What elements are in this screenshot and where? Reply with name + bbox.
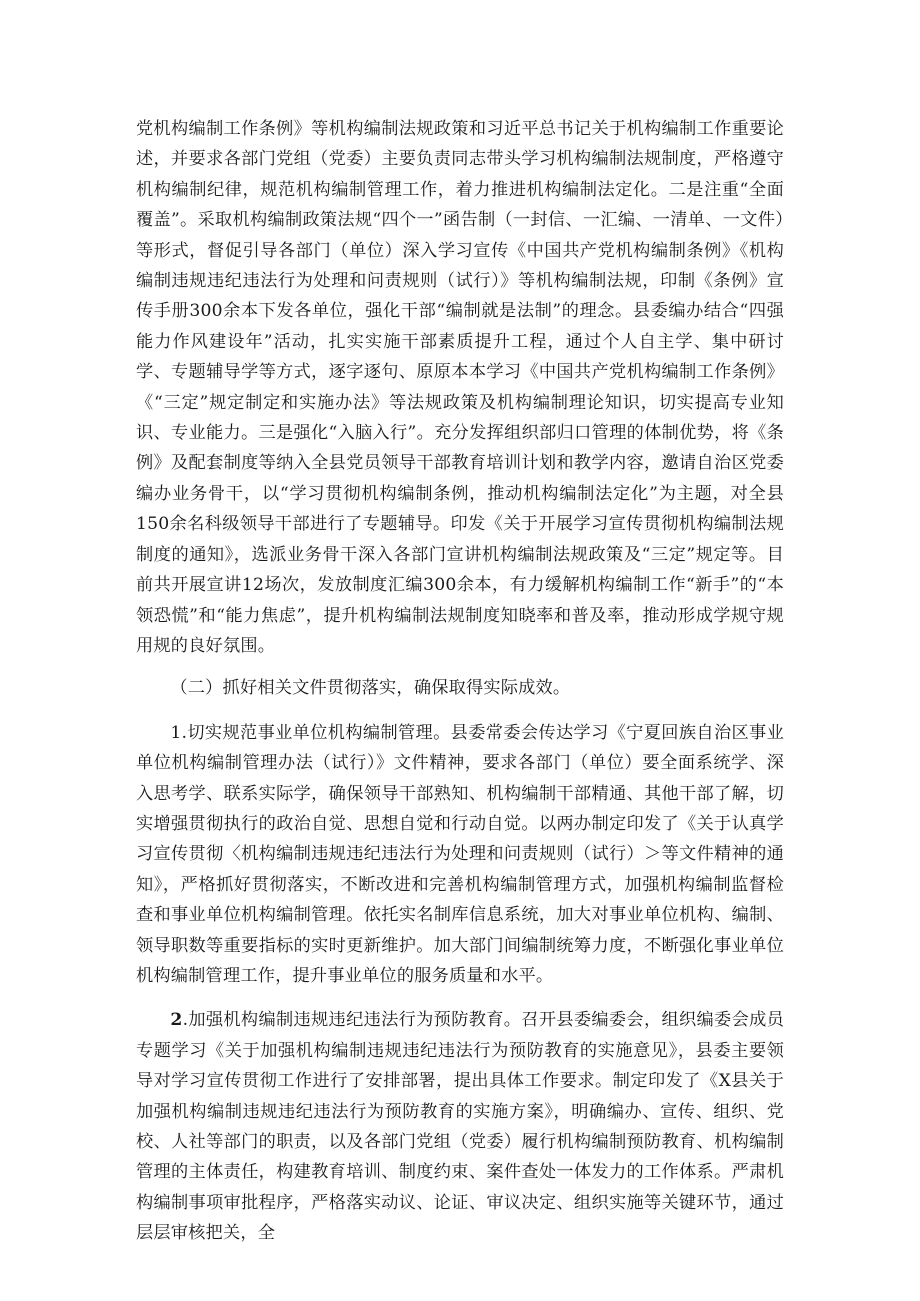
section-heading-2: （二）抓好相关文件贯彻落实，确保取得实际成效。 (170, 678, 571, 699)
paragraph-item-1: 1.切实规范事业单位机构编制管理。县委常委会传达学习《宁夏回族自治区事业单位机构编制管理办法（试行）》文件精神，要求各部门（单位）要全面系统学、深入思考学、联系实际学，确保领导干部熟知、机构编制干部精通、其他干部了解，切实增强贯彻执行的政治自觉、思想自觉和行动自觉。以两办制定印发了《关于认真学习宣传贯彻〈机构编制违规违纪违法行为处理和问责规则（试行）＞等文件精神的通知》，严格抓好贯彻落实，不断改进和完善机构编制管理方式，加强机构编制监督检查和事业单位机构编制管理。依托实名制库信息系统，加大对事业单位机构、编制、领导职数等重要指标的实时更新维护。加大部门间编制统筹力度，不断强化事业单位机构编制管理工作，提升事业单位的服务质量和水平。 (136, 722, 784, 986)
item-number: 2 (170, 1010, 183, 1031)
paragraph-1: 党机构编制工作条例》等机构编制法规政策和习近平总书记关于机构编制工作重要论述，并要求各部门党组（党委）主要负责同志带头学习机构编制法规制度，严格遵守机构编制纪律，规范机构编制管理工作，着力推进机构编制法定化。二是注重“全面覆盖”。采取机构编制政策法规“四个一”函告制（一封信、一汇编、一清单、一文件）等形式，督促引导各部门（单位）深入学习宣传《中国共产党机构编制条例》《机构编制违规违纪违法行为处理和问责规则（试行）》等机构编制法规，印制《条例》宣传手册300余本下发各单位，强化干部“编制就是法制”的理念。县委编办结合“四强能力作风建设年”活动，扎实实施干部素质提升工程，通过个人自主学、集中研讨学、专题辅导学等方式，逐字逐句、原原本本学习《中国共产党机构编制工作条例》《“三定”规定制定和实施办法》等法规政策及机构编制理论知识，切实提高专业知识、专业能力。三是强化“入脑入行”。充分发挥组织部归口管理的体制优势，将《条例》及配套制度等纳入全县党员领导干部教育培训计划和教学内容，邀请自治区党委编办业务骨干，以“学习贯彻机构编制条例，推动机构编制法定化”为主题，对全县150余名科级领导干部进行了专题辅导。印发《关于开展学习宣传贯彻机构编制法规制度的通知》，选派业务骨干深入各部门宣讲机构编制法规政策及“三定”规定等。目前共开展宣讲12场次，发放制度汇编300余本，有力缓解机构编制工作“新手”的“本领恐慌”和“能力焦虑”，提升机构编制法规制度知晓率和普及率，推动形成学规守规用规的良好氛围。 (136, 119, 784, 656)
paragraph-item-2-text: .加强机构编制违规违纪违法行为预防教育。召开县委编委会，组织编委会成员专题学习《关于加强机构编制违规违纪违法行为预防教育的实施意见》，县委主要领导对学习宣传贯彻工作进行了安排部署，提出具体工作要求。制定印发了《X县关于加强机构编制违规违纪违法行为预防教育的实施方案》，明确编办、宣传、组织、党校、人社等部门的职责，以及各部门党组（党委）履行机构编制预防教育、机构编制管理的主体责任，构建教育培训、制度约束、案件查处一体发力的工作体系。严肃机构编制事项审批程序，严格落实动议、论证、审议决定、组织实施等关键环节，通过层层审核把关，全 (136, 1010, 784, 1244)
paragraph-item-2 (136, 1005, 784, 1248)
document-page (136, 114, 784, 1249)
